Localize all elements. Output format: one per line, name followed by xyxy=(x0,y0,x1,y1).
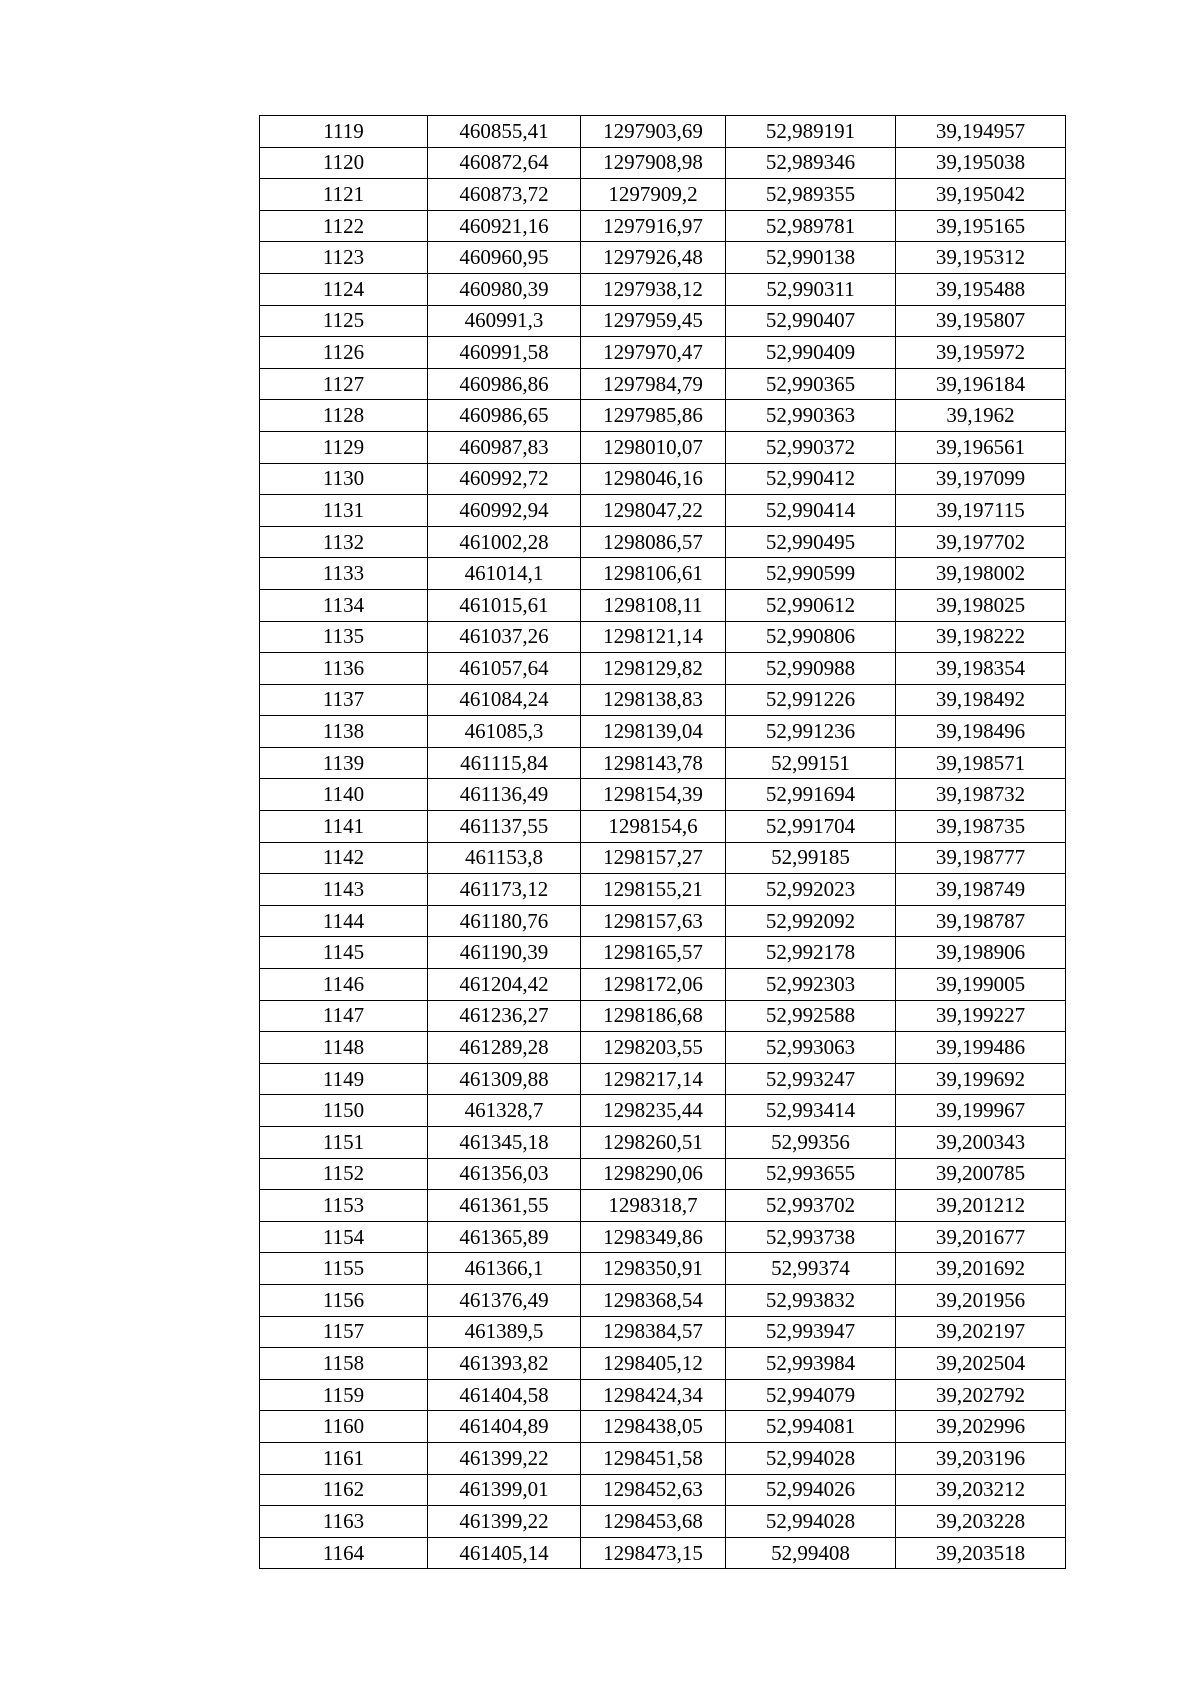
point-number-cell: 1144 xyxy=(260,905,428,937)
y-coordinate-cell: 1297970,47 xyxy=(581,337,726,369)
y-coordinate-cell: 1297985,86 xyxy=(581,400,726,432)
point-number-cell: 1152 xyxy=(260,1158,428,1190)
latitude-cell: 52,991226 xyxy=(726,684,896,716)
longitude-cell: 39,198492 xyxy=(896,684,1066,716)
y-coordinate-cell: 1298350,91 xyxy=(581,1253,726,1285)
x-coordinate-cell: 461190,39 xyxy=(428,937,581,969)
y-coordinate-cell: 1298186,68 xyxy=(581,1000,726,1032)
y-coordinate-cell: 1298106,61 xyxy=(581,558,726,590)
table-row xyxy=(260,179,1066,211)
x-coordinate-cell: 461376,49 xyxy=(428,1284,581,1316)
x-coordinate-cell: 461085,3 xyxy=(428,716,581,748)
latitude-cell: 52,990988 xyxy=(726,653,896,685)
x-coordinate-cell: 461153,8 xyxy=(428,842,581,874)
longitude-cell: 39,199227 xyxy=(896,1000,1066,1032)
table-row xyxy=(260,273,1066,305)
x-coordinate-cell: 461309,88 xyxy=(428,1063,581,1095)
point-number-cell: 1129 xyxy=(260,431,428,463)
latitude-cell: 52,993984 xyxy=(726,1348,896,1380)
y-coordinate-cell: 1297908,98 xyxy=(581,147,726,179)
longitude-cell: 39,198571 xyxy=(896,747,1066,779)
point-number-cell: 1125 xyxy=(260,305,428,337)
y-coordinate-cell: 1298172,06 xyxy=(581,969,726,1001)
longitude-cell: 39,195312 xyxy=(896,242,1066,274)
latitude-cell: 52,990407 xyxy=(726,305,896,337)
latitude-cell: 52,992178 xyxy=(726,937,896,969)
longitude-cell: 39,201956 xyxy=(896,1284,1066,1316)
table-row xyxy=(260,463,1066,495)
y-coordinate-cell: 1298290,06 xyxy=(581,1158,726,1190)
longitude-cell: 39,198777 xyxy=(896,842,1066,874)
y-coordinate-cell: 1298155,21 xyxy=(581,874,726,906)
table-row xyxy=(260,589,1066,621)
longitude-cell: 39,195972 xyxy=(896,337,1066,369)
point-number-cell: 1121 xyxy=(260,179,428,211)
point-number-cell: 1140 xyxy=(260,779,428,811)
coordinates-table xyxy=(259,115,1066,1569)
y-coordinate-cell: 1297926,48 xyxy=(581,242,726,274)
point-number-cell: 1122 xyxy=(260,210,428,242)
longitude-cell: 39,198496 xyxy=(896,716,1066,748)
latitude-cell: 52,990409 xyxy=(726,337,896,369)
latitude-cell: 52,99356 xyxy=(726,1127,896,1159)
x-coordinate-cell: 461404,89 xyxy=(428,1411,581,1443)
longitude-cell: 39,202996 xyxy=(896,1411,1066,1443)
table-row xyxy=(260,1158,1066,1190)
x-coordinate-cell: 460991,58 xyxy=(428,337,581,369)
x-coordinate-cell: 460872,64 xyxy=(428,147,581,179)
table-row xyxy=(260,1474,1066,1506)
point-number-cell: 1141 xyxy=(260,811,428,843)
x-coordinate-cell: 461015,61 xyxy=(428,589,581,621)
y-coordinate-cell: 1298139,04 xyxy=(581,716,726,748)
point-number-cell: 1146 xyxy=(260,969,428,1001)
latitude-cell: 52,990414 xyxy=(726,495,896,527)
point-number-cell: 1157 xyxy=(260,1316,428,1348)
x-coordinate-cell: 461136,49 xyxy=(428,779,581,811)
y-coordinate-cell: 1298438,05 xyxy=(581,1411,726,1443)
y-coordinate-cell: 1298349,86 xyxy=(581,1221,726,1253)
y-coordinate-cell: 1298121,14 xyxy=(581,621,726,653)
x-coordinate-cell: 460980,39 xyxy=(428,273,581,305)
table-row xyxy=(260,937,1066,969)
point-number-cell: 1142 xyxy=(260,842,428,874)
latitude-cell: 52,994026 xyxy=(726,1474,896,1506)
latitude-cell: 52,991704 xyxy=(726,811,896,843)
y-coordinate-cell: 1297959,45 xyxy=(581,305,726,337)
latitude-cell: 52,990365 xyxy=(726,368,896,400)
point-number-cell: 1131 xyxy=(260,495,428,527)
latitude-cell: 52,993832 xyxy=(726,1284,896,1316)
y-coordinate-cell: 1298384,57 xyxy=(581,1316,726,1348)
longitude-cell: 39,203212 xyxy=(896,1474,1066,1506)
y-coordinate-cell: 1298451,58 xyxy=(581,1442,726,1474)
x-coordinate-cell: 461365,89 xyxy=(428,1221,581,1253)
latitude-cell: 52,99374 xyxy=(726,1253,896,1285)
x-coordinate-cell: 461404,58 xyxy=(428,1379,581,1411)
latitude-cell: 52,991694 xyxy=(726,779,896,811)
table-row xyxy=(260,779,1066,811)
latitude-cell: 52,993947 xyxy=(726,1316,896,1348)
point-number-cell: 1159 xyxy=(260,1379,428,1411)
x-coordinate-cell: 460960,95 xyxy=(428,242,581,274)
latitude-cell: 52,994028 xyxy=(726,1442,896,1474)
table-row xyxy=(260,305,1066,337)
latitude-cell: 52,992092 xyxy=(726,905,896,937)
table-row xyxy=(260,716,1066,748)
table-row xyxy=(260,905,1066,937)
x-coordinate-cell: 461399,22 xyxy=(428,1506,581,1538)
x-coordinate-cell: 460986,86 xyxy=(428,368,581,400)
y-coordinate-cell: 1298157,63 xyxy=(581,905,726,937)
longitude-cell: 39,196561 xyxy=(896,431,1066,463)
x-coordinate-cell: 461366,1 xyxy=(428,1253,581,1285)
table-row xyxy=(260,147,1066,179)
table-row xyxy=(260,1000,1066,1032)
longitude-cell: 39,198222 xyxy=(896,621,1066,653)
latitude-cell: 52,989346 xyxy=(726,147,896,179)
table-row xyxy=(260,1221,1066,1253)
y-coordinate-cell: 1298157,27 xyxy=(581,842,726,874)
table-row xyxy=(260,621,1066,653)
latitude-cell: 52,992023 xyxy=(726,874,896,906)
longitude-cell: 39,197702 xyxy=(896,526,1066,558)
y-coordinate-cell: 1298405,12 xyxy=(581,1348,726,1380)
latitude-cell: 52,99151 xyxy=(726,747,896,779)
x-coordinate-cell: 461057,64 xyxy=(428,653,581,685)
y-coordinate-cell: 1298086,57 xyxy=(581,526,726,558)
y-coordinate-cell: 1298047,22 xyxy=(581,495,726,527)
latitude-cell: 52,993738 xyxy=(726,1221,896,1253)
table-row xyxy=(260,969,1066,1001)
longitude-cell: 39,199692 xyxy=(896,1063,1066,1095)
point-number-cell: 1164 xyxy=(260,1537,428,1569)
latitude-cell: 52,990138 xyxy=(726,242,896,274)
y-coordinate-cell: 1297938,12 xyxy=(581,273,726,305)
latitude-cell: 52,990372 xyxy=(726,431,896,463)
latitude-cell: 52,990599 xyxy=(726,558,896,590)
table-row xyxy=(260,1284,1066,1316)
y-coordinate-cell: 1298154,39 xyxy=(581,779,726,811)
y-coordinate-cell: 1298452,63 xyxy=(581,1474,726,1506)
point-number-cell: 1128 xyxy=(260,400,428,432)
point-number-cell: 1148 xyxy=(260,1032,428,1064)
longitude-cell: 39,202792 xyxy=(896,1379,1066,1411)
y-coordinate-cell: 1298260,51 xyxy=(581,1127,726,1159)
table-row xyxy=(260,400,1066,432)
x-coordinate-cell: 460992,72 xyxy=(428,463,581,495)
y-coordinate-cell: 1298235,44 xyxy=(581,1095,726,1127)
y-coordinate-cell: 1298010,07 xyxy=(581,431,726,463)
point-number-cell: 1154 xyxy=(260,1221,428,1253)
table-row xyxy=(260,1063,1066,1095)
longitude-cell: 39,201212 xyxy=(896,1190,1066,1222)
x-coordinate-cell: 461084,24 xyxy=(428,684,581,716)
table-row xyxy=(260,653,1066,685)
table-row xyxy=(260,684,1066,716)
latitude-cell: 52,993414 xyxy=(726,1095,896,1127)
point-number-cell: 1151 xyxy=(260,1127,428,1159)
table-row xyxy=(260,1127,1066,1159)
x-coordinate-cell: 461405,14 xyxy=(428,1537,581,1569)
y-coordinate-cell: 1298473,15 xyxy=(581,1537,726,1569)
table-row xyxy=(260,1537,1066,1569)
point-number-cell: 1156 xyxy=(260,1284,428,1316)
latitude-cell: 52,989191 xyxy=(726,116,896,148)
latitude-cell: 52,993655 xyxy=(726,1158,896,1190)
x-coordinate-cell: 461399,01 xyxy=(428,1474,581,1506)
longitude-cell: 39,198787 xyxy=(896,905,1066,937)
latitude-cell: 52,994079 xyxy=(726,1379,896,1411)
latitude-cell: 52,990363 xyxy=(726,400,896,432)
table-row xyxy=(260,368,1066,400)
table-row xyxy=(260,874,1066,906)
longitude-cell: 39,195807 xyxy=(896,305,1066,337)
point-number-cell: 1145 xyxy=(260,937,428,969)
longitude-cell: 39,198906 xyxy=(896,937,1066,969)
longitude-cell: 39,195488 xyxy=(896,273,1066,305)
latitude-cell: 52,990412 xyxy=(726,463,896,495)
table-row xyxy=(260,242,1066,274)
table-row xyxy=(260,1316,1066,1348)
latitude-cell: 52,991236 xyxy=(726,716,896,748)
longitude-cell: 39,198002 xyxy=(896,558,1066,590)
point-number-cell: 1135 xyxy=(260,621,428,653)
y-coordinate-cell: 1297984,79 xyxy=(581,368,726,400)
longitude-cell: 39,195042 xyxy=(896,179,1066,211)
point-number-cell: 1134 xyxy=(260,589,428,621)
x-coordinate-cell: 461393,82 xyxy=(428,1348,581,1380)
y-coordinate-cell: 1298424,34 xyxy=(581,1379,726,1411)
y-coordinate-cell: 1298046,16 xyxy=(581,463,726,495)
longitude-cell: 39,198749 xyxy=(896,874,1066,906)
longitude-cell: 39,198025 xyxy=(896,589,1066,621)
point-number-cell: 1160 xyxy=(260,1411,428,1443)
x-coordinate-cell: 461002,28 xyxy=(428,526,581,558)
latitude-cell: 52,99408 xyxy=(726,1537,896,1569)
x-coordinate-cell: 461115,84 xyxy=(428,747,581,779)
longitude-cell: 39,201677 xyxy=(896,1221,1066,1253)
point-number-cell: 1143 xyxy=(260,874,428,906)
point-number-cell: 1137 xyxy=(260,684,428,716)
latitude-cell: 52,989781 xyxy=(726,210,896,242)
table-row xyxy=(260,1348,1066,1380)
table-row xyxy=(260,495,1066,527)
y-coordinate-cell: 1298318,7 xyxy=(581,1190,726,1222)
longitude-cell: 39,198735 xyxy=(896,811,1066,843)
point-number-cell: 1162 xyxy=(260,1474,428,1506)
longitude-cell: 39,198732 xyxy=(896,779,1066,811)
point-number-cell: 1161 xyxy=(260,1442,428,1474)
point-number-cell: 1163 xyxy=(260,1506,428,1538)
longitude-cell: 39,200785 xyxy=(896,1158,1066,1190)
longitude-cell: 39,194957 xyxy=(896,116,1066,148)
longitude-cell: 39,198354 xyxy=(896,653,1066,685)
longitude-cell: 39,203228 xyxy=(896,1506,1066,1538)
table-row xyxy=(260,811,1066,843)
longitude-cell: 39,1962 xyxy=(896,400,1066,432)
latitude-cell: 52,992303 xyxy=(726,969,896,1001)
x-coordinate-cell: 461345,18 xyxy=(428,1127,581,1159)
table-row xyxy=(260,558,1066,590)
table-row xyxy=(260,431,1066,463)
x-coordinate-cell: 460921,16 xyxy=(428,210,581,242)
point-number-cell: 1124 xyxy=(260,273,428,305)
latitude-cell: 52,993247 xyxy=(726,1063,896,1095)
latitude-cell: 52,99185 xyxy=(726,842,896,874)
table-row xyxy=(260,116,1066,148)
point-number-cell: 1120 xyxy=(260,147,428,179)
point-number-cell: 1119 xyxy=(260,116,428,148)
point-number-cell: 1126 xyxy=(260,337,428,369)
table-row xyxy=(260,1190,1066,1222)
x-coordinate-cell: 461236,27 xyxy=(428,1000,581,1032)
y-coordinate-cell: 1298203,55 xyxy=(581,1032,726,1064)
table-row xyxy=(260,1253,1066,1285)
table-row xyxy=(260,526,1066,558)
longitude-cell: 39,202504 xyxy=(896,1348,1066,1380)
latitude-cell: 52,993063 xyxy=(726,1032,896,1064)
point-number-cell: 1130 xyxy=(260,463,428,495)
latitude-cell: 52,990612 xyxy=(726,589,896,621)
latitude-cell: 52,989355 xyxy=(726,179,896,211)
point-number-cell: 1155 xyxy=(260,1253,428,1285)
point-number-cell: 1149 xyxy=(260,1063,428,1095)
y-coordinate-cell: 1298143,78 xyxy=(581,747,726,779)
latitude-cell: 52,992588 xyxy=(726,1000,896,1032)
x-coordinate-cell: 461204,42 xyxy=(428,969,581,1001)
y-coordinate-cell: 1297903,69 xyxy=(581,116,726,148)
x-coordinate-cell: 461389,5 xyxy=(428,1316,581,1348)
y-coordinate-cell: 1297909,2 xyxy=(581,179,726,211)
y-coordinate-cell: 1298368,54 xyxy=(581,1284,726,1316)
point-number-cell: 1136 xyxy=(260,653,428,685)
longitude-cell: 39,203196 xyxy=(896,1442,1066,1474)
table-row xyxy=(260,210,1066,242)
x-coordinate-cell: 461399,22 xyxy=(428,1442,581,1474)
longitude-cell: 39,195165 xyxy=(896,210,1066,242)
point-number-cell: 1153 xyxy=(260,1190,428,1222)
y-coordinate-cell: 1298453,68 xyxy=(581,1506,726,1538)
point-number-cell: 1158 xyxy=(260,1348,428,1380)
longitude-cell: 39,199967 xyxy=(896,1095,1066,1127)
x-coordinate-cell: 461289,28 xyxy=(428,1032,581,1064)
coordinates-table-body xyxy=(260,116,1066,1569)
longitude-cell: 39,197115 xyxy=(896,495,1066,527)
latitude-cell: 52,993702 xyxy=(726,1190,896,1222)
table-row xyxy=(260,1095,1066,1127)
y-coordinate-cell: 1297916,97 xyxy=(581,210,726,242)
longitude-cell: 39,199486 xyxy=(896,1032,1066,1064)
x-coordinate-cell: 460855,41 xyxy=(428,116,581,148)
x-coordinate-cell: 461356,03 xyxy=(428,1158,581,1190)
longitude-cell: 39,196184 xyxy=(896,368,1066,400)
x-coordinate-cell: 461361,55 xyxy=(428,1190,581,1222)
point-number-cell: 1123 xyxy=(260,242,428,274)
longitude-cell: 39,200343 xyxy=(896,1127,1066,1159)
longitude-cell: 39,201692 xyxy=(896,1253,1066,1285)
x-coordinate-cell: 460992,94 xyxy=(428,495,581,527)
longitude-cell: 39,197099 xyxy=(896,463,1066,495)
table-row xyxy=(260,1379,1066,1411)
table-row xyxy=(260,842,1066,874)
x-coordinate-cell: 460986,65 xyxy=(428,400,581,432)
latitude-cell: 52,990311 xyxy=(726,273,896,305)
x-coordinate-cell: 461173,12 xyxy=(428,874,581,906)
latitude-cell: 52,990495 xyxy=(726,526,896,558)
latitude-cell: 52,994028 xyxy=(726,1506,896,1538)
x-coordinate-cell: 461328,7 xyxy=(428,1095,581,1127)
x-coordinate-cell: 460873,72 xyxy=(428,179,581,211)
longitude-cell: 39,203518 xyxy=(896,1537,1066,1569)
y-coordinate-cell: 1298138,83 xyxy=(581,684,726,716)
x-coordinate-cell: 460991,3 xyxy=(428,305,581,337)
latitude-cell: 52,994081 xyxy=(726,1411,896,1443)
table-row xyxy=(260,1411,1066,1443)
x-coordinate-cell: 461137,55 xyxy=(428,811,581,843)
table-row xyxy=(260,747,1066,779)
point-number-cell: 1132 xyxy=(260,526,428,558)
y-coordinate-cell: 1298154,6 xyxy=(581,811,726,843)
x-coordinate-cell: 460987,83 xyxy=(428,431,581,463)
table-row xyxy=(260,337,1066,369)
point-number-cell: 1139 xyxy=(260,747,428,779)
table-row xyxy=(260,1442,1066,1474)
point-number-cell: 1147 xyxy=(260,1000,428,1032)
y-coordinate-cell: 1298129,82 xyxy=(581,653,726,685)
longitude-cell: 39,195038 xyxy=(896,147,1066,179)
y-coordinate-cell: 1298165,57 xyxy=(581,937,726,969)
point-number-cell: 1150 xyxy=(260,1095,428,1127)
longitude-cell: 39,199005 xyxy=(896,969,1066,1001)
point-number-cell: 1138 xyxy=(260,716,428,748)
y-coordinate-cell: 1298217,14 xyxy=(581,1063,726,1095)
x-coordinate-cell: 461014,1 xyxy=(428,558,581,590)
latitude-cell: 52,990806 xyxy=(726,621,896,653)
longitude-cell: 39,202197 xyxy=(896,1316,1066,1348)
table-row xyxy=(260,1506,1066,1538)
point-number-cell: 1133 xyxy=(260,558,428,590)
x-coordinate-cell: 461037,26 xyxy=(428,621,581,653)
point-number-cell: 1127 xyxy=(260,368,428,400)
table-row xyxy=(260,1032,1066,1064)
y-coordinate-cell: 1298108,11 xyxy=(581,589,726,621)
x-coordinate-cell: 461180,76 xyxy=(428,905,581,937)
